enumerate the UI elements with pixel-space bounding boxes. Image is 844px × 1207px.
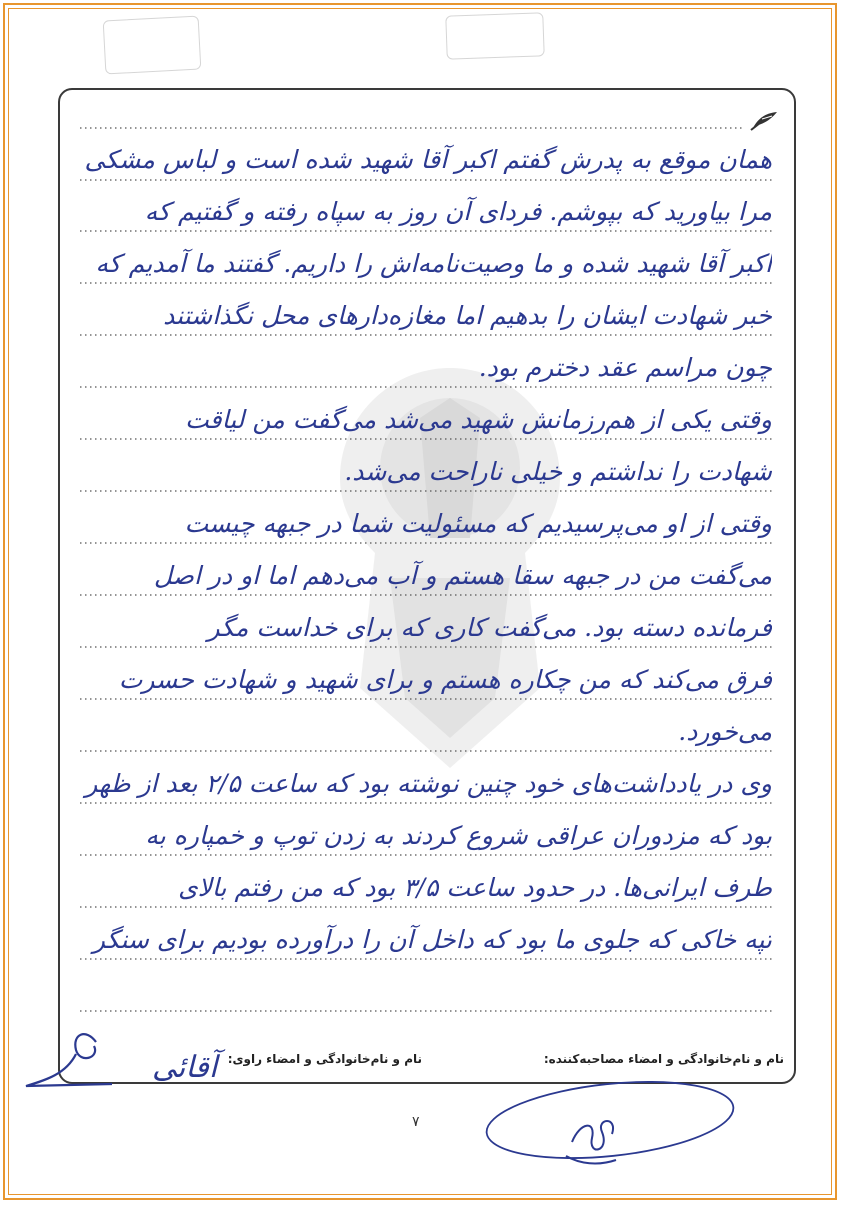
handwritten-line: فرمانده دسته بود. می‌گفت کاری که برای خداست مگر — [207, 613, 772, 642]
interview-sheet — [58, 88, 796, 1084]
handwritten-line: فرق می‌کند که من چکاره هستم و برای شهید و شهادت حسرت — [118, 665, 772, 694]
narrator-signature-text: آقائی — [152, 1050, 218, 1085]
handwritten-line: همان موقع به پدرش گفتم اکبر آقا شهید شده است و لباس مشکی — [84, 145, 772, 174]
handwritten-line: می‌خورد. — [678, 717, 772, 746]
faint-stamp-right — [445, 12, 544, 59]
handwritten-line: وقتی از او می‌پرسیدیم که مسئولیت شما در جبهه چیست — [184, 509, 772, 538]
handwritten-line: خبر شهادت ایشان را بدهیم اما مغازه‌دارهای محل نگذاشتند — [163, 301, 772, 330]
handwritten-line: تپه خاکی که جلوی ما بود که داخل آن را درآورده بودیم برای سنگر — [92, 925, 772, 954]
handwritten-line: مرا بیاورید که بپوشم. فردای آن روز به سپاه رفته و گفتیم که — [144, 197, 772, 226]
handwritten-line: وی در یادداشت‌های خود چنین نوشته بود که ساعت ۲/۵ بعد از ظهر — [85, 769, 772, 798]
narrator-signature-scribble — [16, 1024, 116, 1100]
handwritten-line: می‌گفت من در جبهه سقا هستم و آب می‌دهم اما او در اصل — [153, 561, 772, 590]
handwritten-line: وقتی یکی از هم‌رزمانش شهید می‌شد می‌گفت من لیاقت — [185, 405, 772, 434]
narrator-signature-label: نام و نام‌خانوادگی و امضاء راوی: — [227, 1052, 422, 1066]
interviewer-signature-scribble — [480, 1072, 740, 1182]
handwritten-line: بود که مزدوران عراقی شروع کردند به زدن توپ و خمپاره به — [145, 821, 772, 850]
faint-stamp-left — [103, 16, 202, 75]
handwritten-line: طرف ایرانی‌ها. در حدود ساعت ۳/۵ بود که من رفتم بالای — [178, 873, 772, 902]
interviewer-signature-label: نام و نام‌خانوادگی و امضاء مصاحبه‌کننده: — [543, 1052, 784, 1066]
page-number: ۷ — [412, 1114, 420, 1130]
handwritten-line: شهادت را نداشتم و خیلی ناراحت می‌شد. — [344, 457, 772, 486]
handwritten-line: چون مراسم عقد دخترم بود. — [478, 353, 772, 382]
handwritten-line: اکبر آقا شهید شده و ما وصیت‌نامه‌اش را داریم. گفتند ما آمدیم که — [95, 249, 772, 278]
quill-icon — [750, 110, 780, 132]
